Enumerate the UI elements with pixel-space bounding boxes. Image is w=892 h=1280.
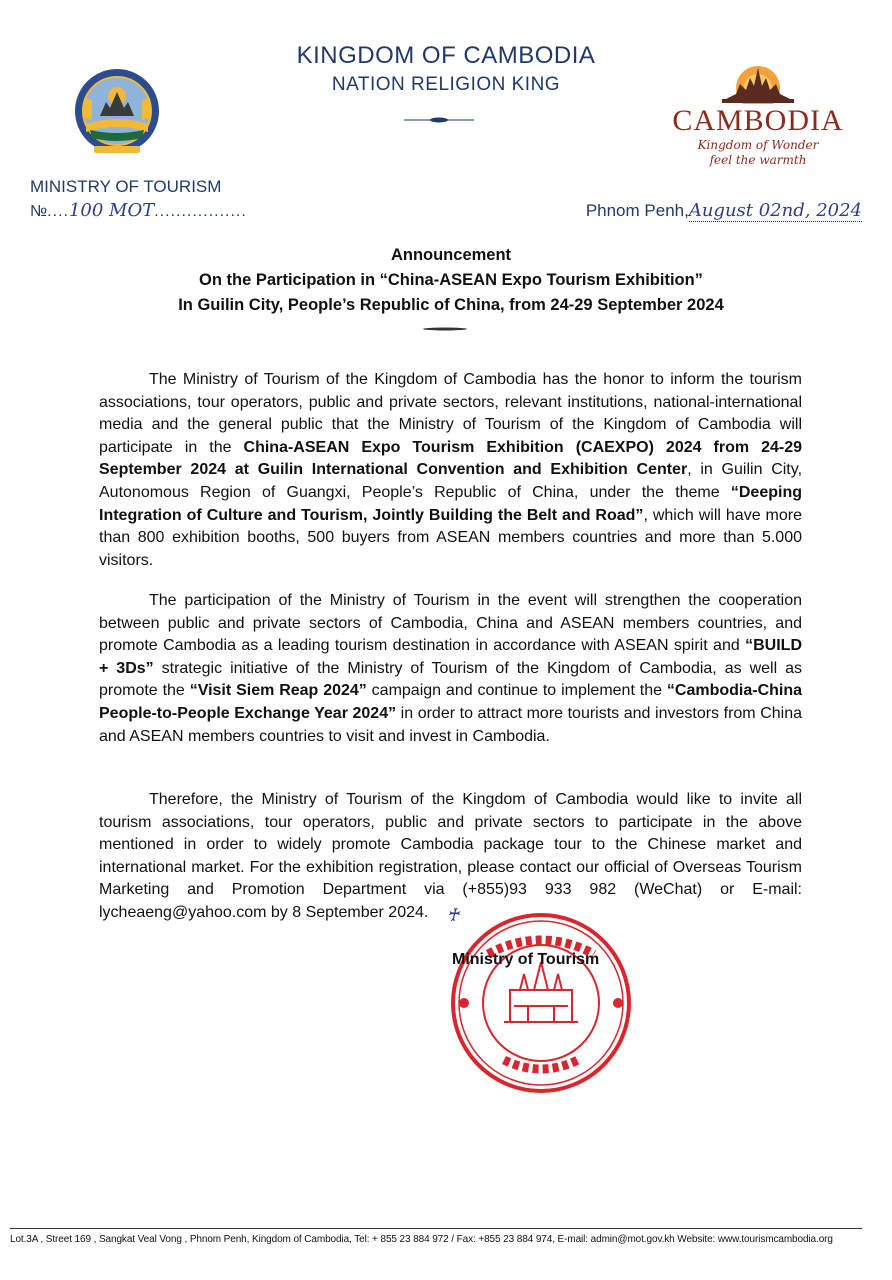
title-divider-icon: [422, 326, 468, 332]
p1-text-d: , which will have more than 800 exhibition booths, 500 buyers from ASEAN members countries and more than 5.000 visitors.: [99, 506, 803, 569]
brand-tagline: Kingdom of Wonder: [697, 138, 819, 152]
ornament-divider-icon: [404, 116, 474, 124]
dateline: [586, 200, 862, 221]
p1-event-name: China-ASEAN Expo Tourism Exhibition (CAEXPO) 2024 from 24-29 September 2024 at Guilin International Convention and Exhibition Center: [99, 438, 802, 479]
doc-subtitle-line2: In Guilin City, People’s Republic of China, from 24-29 September 2024: [178, 296, 724, 314]
ministry-seal-icon: [72, 66, 162, 156]
doc-subtitle-line1: On the Participation in “China-ASEAN Expo Tourism Exhibition”: [199, 271, 703, 289]
p1-text-c: , in Guilin City, Autonomous Region of Guangxi, People’s Republic of China, under the theme: [99, 461, 803, 501]
ref-prefix: №: [30, 203, 48, 220]
doc-title: Announcement: [390, 246, 512, 264]
date-place: Phnom Penh,: [585, 201, 689, 220]
date-handwritten: August 02nd, 2024: [688, 200, 862, 221]
header-motto: NATION RELIGION KING: [331, 74, 561, 95]
p2-exchange-year: “Cambodia-China People-to-People Exchange Year 2024”: [99, 682, 803, 722]
ref-number-handwritten: 100 MOT: [68, 200, 155, 221]
brand-name: CAMBODIA: [672, 104, 844, 137]
signature-label: Ministry of Tourism: [452, 951, 600, 968]
p1-text-a: The Ministry of Tourism of the Kingdom of Cambodia has the honor to inform the tourism associations, tour operators, public and private sectors, relevant institutions, national-international media and the general public that the Ministry of Tourism of the Kingdom of Cambodia will participate in the: [99, 371, 802, 456]
header-kingdom: KINGDOM OF CAMBODIA: [296, 42, 596, 69]
angkor-sunset-icon: [718, 54, 798, 104]
p2-text-a: The participation of the Ministry of Tourism in the event will strengthen the cooperation between public and private sectors of Cambodia, China and ASEAN members countries, and promote Cambodia as a leading tourism destination in accordance with ASEAN spirit and: [99, 592, 802, 655]
p2-text-d: campaign and continue to implement the: [366, 682, 667, 700]
cambodia-brand-logo: [660, 54, 856, 174]
p2-text-c: strategic initiative of the Ministry of Tourism of the Kingdom of Cambodia, as well as promote the: [99, 659, 803, 700]
signature-icon: ♰: [446, 905, 460, 926]
footer-divider: [10, 1228, 862, 1229]
p1-theme: “Deeping Integration of Culture and Tourism, Jointly Building the Belt and Road”: [99, 483, 802, 524]
p3-text: Therefore, the Ministry of Tourism of the Kingdom of Cambodia would like to invite all tourism associations, tour operators, public and private sectors to participate in the above mentioned in order to widely promote Cambodia package tour to the Chinese market and international market. For the exhibition registration, please contact our official of Overseas Tourism Marketing and Promotion Department via (+855)93 933 982 (WeChat) or E-mail: lycheaeng@yahoo.com by 8 September 2024.: [99, 791, 802, 921]
body-paragraph-1: [99, 369, 802, 572]
body-paragraph-2: [99, 590, 802, 748]
official-stamp-icon: [448, 910, 634, 1096]
brand-slogan: feel the warmth: [709, 153, 807, 167]
p2-text-e: in order to attract more tourists and investors from China and ASEAN members countries to visit and invest in Cambodia.: [99, 704, 803, 745]
sender-ministry: MINISTRY OF TOURISM: [30, 177, 222, 196]
p2-campaign: “Visit Siem Reap 2024”: [189, 682, 367, 700]
reference-number: №....100 MOT.................: [30, 200, 247, 221]
p2-initiative: “BUILD + 3Ds”: [99, 637, 802, 677]
ref-dots: .................: [154, 203, 247, 220]
footer-address: Lot.3A , Street 169 , Sangkat Veal Vong , Phnom Penh, Kingdom of Cambodia, Tel: + 855 23 884 972 / Fax: +855 23 884 974, E-mail: admin@mot.gov.kh Website: www.tourismcambodia.org: [10, 1234, 833, 1245]
